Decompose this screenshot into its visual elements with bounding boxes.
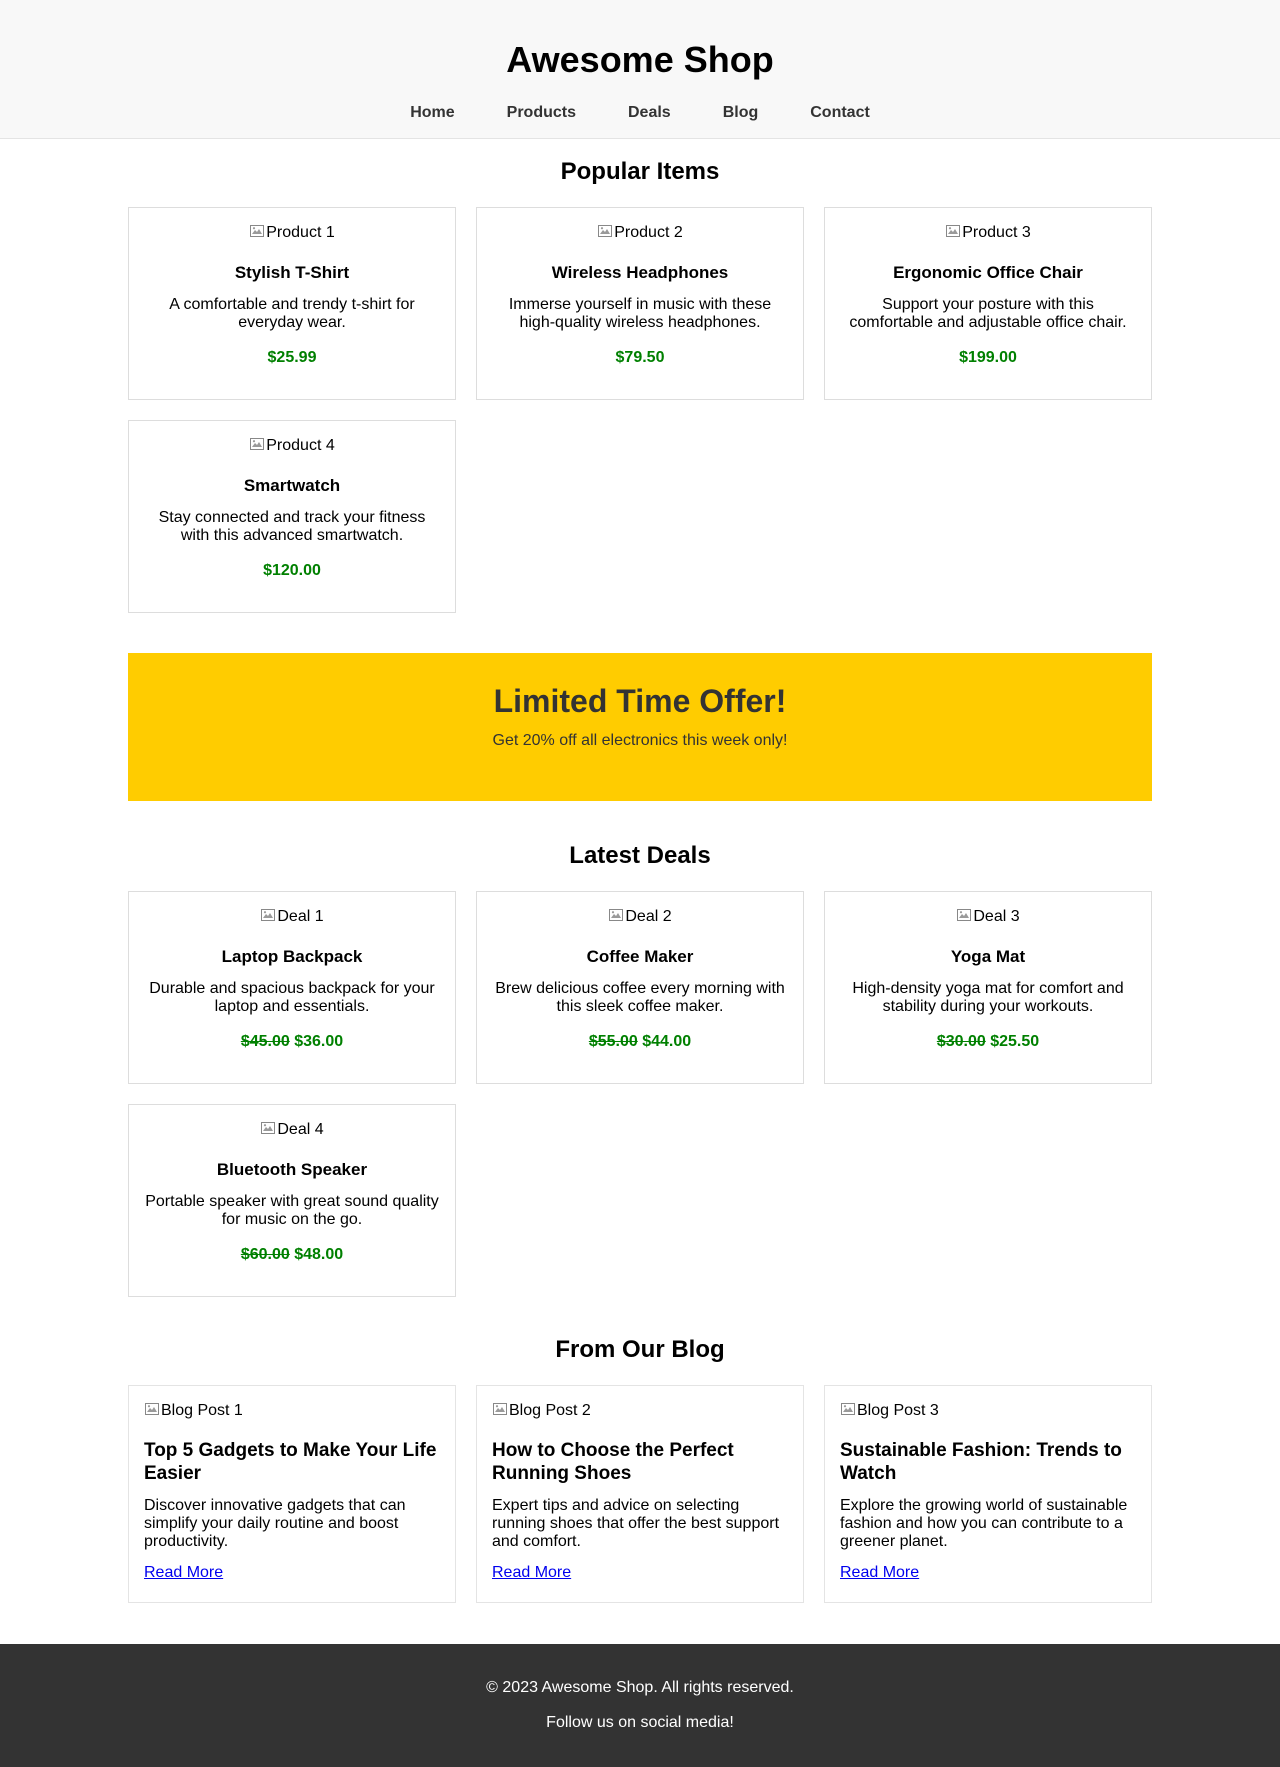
image-alt-text: Product 3 — [962, 224, 1031, 241]
deal-name: Yoga Mat — [950, 947, 1026, 966]
product-description: Support your posture with this comfortable and adjustable office chair. — [849, 296, 1127, 331]
deal-card[interactable] — [824, 891, 1152, 1084]
popular-items-section — [128, 158, 1152, 613]
image-alt-text: Deal 4 — [277, 1121, 324, 1138]
image-alt-text: Deal 1 — [277, 908, 324, 925]
deal-price — [492, 1032, 788, 1052]
product-image-placeholder — [144, 436, 440, 456]
deal-price — [144, 1032, 440, 1052]
product-image-placeholder — [840, 223, 1136, 243]
blog-post-title: How to Choose the Perfect Running Shoes — [492, 1440, 734, 1484]
blog-post-title: Sustainable Fashion: Trends to Watch — [840, 1440, 1122, 1484]
image-alt-text: Blog Post 2 — [509, 1402, 591, 1419]
deal-card[interactable] — [476, 891, 804, 1084]
broken-image-icon — [249, 224, 266, 241]
deal-name: Coffee Maker — [586, 947, 694, 966]
blog-card — [824, 1385, 1152, 1603]
broken-image-icon — [608, 908, 625, 925]
blog-image-placeholder — [840, 1401, 1136, 1420]
deal-card[interactable] — [128, 891, 456, 1084]
deal-name: Bluetooth Speaker — [216, 1160, 368, 1179]
blog-image-placeholder — [144, 1401, 440, 1420]
broken-image-icon — [945, 224, 962, 241]
deal-image-placeholder — [840, 907, 1136, 927]
deal-image-placeholder — [144, 907, 440, 927]
new-price: $36.00 — [294, 1033, 344, 1050]
old-price: $55.00 — [588, 1033, 638, 1050]
site-header — [0, 0, 1280, 139]
broken-image-icon — [144, 1402, 161, 1419]
blog-grid — [128, 1385, 1152, 1603]
image-alt-text: Product 4 — [266, 437, 335, 454]
read-more-link[interactable]: Read More — [492, 1564, 572, 1581]
broken-image-icon — [956, 908, 973, 925]
deal-price — [840, 1032, 1136, 1052]
image-alt-text: Product 2 — [614, 224, 683, 241]
main-nav — [0, 104, 1280, 122]
deals-grid — [128, 891, 1152, 1297]
image-alt-text: Deal 2 — [625, 908, 672, 925]
copyright-text: © 2023 Awesome Shop. All rights reserved. — [486, 1679, 794, 1696]
popular-items-heading: Popular Items — [560, 158, 720, 185]
product-card[interactable] — [476, 207, 804, 400]
product-price: $199.00 — [959, 349, 1017, 366]
product-name: Smartwatch — [243, 476, 341, 495]
deal-description: Durable and spacious backpack for your laptop and essentials. — [149, 980, 435, 1015]
nav-home[interactable]: Home — [410, 104, 455, 121]
blog-card — [476, 1385, 804, 1603]
product-price: $25.99 — [267, 349, 317, 366]
product-price: $79.50 — [615, 349, 665, 366]
product-price: $120.00 — [263, 562, 321, 579]
product-grid — [128, 207, 1152, 613]
social-text: Follow us on social media! — [546, 1714, 734, 1731]
nav-products[interactable]: Products — [506, 104, 576, 121]
blog-post-title: Top 5 Gadgets to Make Your Life Easier — [144, 1440, 437, 1484]
blog-post-excerpt: Explore the growing world of sustainable fashion and how you can contribute to a greener planet. — [840, 1497, 1128, 1550]
product-image-placeholder — [144, 223, 440, 243]
new-price: $25.50 — [990, 1033, 1040, 1050]
product-description: Stay connected and track your fitness with this advanced smartwatch. — [158, 509, 426, 544]
offer-text: Get 20% off all electronics this week only! — [492, 732, 788, 749]
product-card[interactable] — [128, 420, 456, 613]
deal-description: Brew delicious coffee every morning with this sleek coffee maker. — [495, 980, 785, 1015]
offer-title: Limited Time Offer! — [493, 683, 787, 719]
deal-card[interactable] — [128, 1104, 456, 1297]
product-name: Wireless Headphones — [551, 263, 729, 282]
deal-description: Portable speaker with great sound quality for music on the go. — [145, 1193, 439, 1228]
product-card[interactable] — [128, 207, 456, 400]
blog-card — [128, 1385, 456, 1603]
nav-deals[interactable]: Deals — [627, 104, 671, 121]
broken-image-icon — [492, 1402, 509, 1419]
site-footer — [0, 1644, 1280, 1767]
deal-image-placeholder — [144, 1120, 440, 1140]
old-price: $45.00 — [240, 1033, 290, 1050]
image-alt-text: Blog Post 3 — [857, 1402, 939, 1419]
latest-deals-heading: Latest Deals — [569, 842, 711, 869]
broken-image-icon — [840, 1402, 857, 1419]
old-price: $60.00 — [240, 1246, 290, 1263]
latest-deals-section — [128, 842, 1152, 1297]
blog-image-placeholder — [492, 1401, 788, 1420]
new-price: $44.00 — [642, 1033, 692, 1050]
new-price: $48.00 — [294, 1246, 344, 1263]
deal-description: High-density yoga mat for comfort and stability during your workouts. — [852, 980, 1124, 1015]
limited-offer-banner — [128, 653, 1152, 801]
deal-image-placeholder — [492, 907, 788, 927]
broken-image-icon — [597, 224, 614, 241]
broken-image-icon — [249, 437, 266, 454]
blog-section — [128, 1336, 1152, 1603]
deal-name: Laptop Backpack — [221, 947, 363, 966]
image-alt-text: Product 1 — [266, 224, 335, 241]
product-name: Ergonomic Office Chair — [893, 263, 1083, 282]
image-alt-text: Deal 3 — [973, 908, 1020, 925]
broken-image-icon — [260, 908, 277, 925]
image-alt-text: Blog Post 1 — [161, 1402, 243, 1419]
broken-image-icon — [260, 1121, 277, 1138]
site-title: Awesome Shop — [506, 39, 774, 80]
product-description: Immerse yourself in music with these high-quality wireless headphones. — [508, 296, 772, 331]
old-price: $30.00 — [936, 1033, 986, 1050]
product-card[interactable] — [824, 207, 1152, 400]
deal-price — [144, 1245, 440, 1265]
read-more-link[interactable]: Read More — [144, 1564, 224, 1581]
nav-contact[interactable]: Contact — [810, 104, 870, 121]
nav-blog[interactable]: Blog — [722, 104, 759, 121]
product-image-placeholder — [492, 223, 788, 243]
product-name: Stylish T-Shirt — [234, 263, 350, 282]
blog-post-excerpt: Discover innovative gadgets that can simplify your daily routine and boost productivity. — [144, 1497, 406, 1550]
blog-post-excerpt: Expert tips and advice on selecting running shoes that offer the best support and comfort. — [492, 1497, 780, 1550]
read-more-link[interactable]: Read More — [840, 1564, 920, 1581]
blog-heading: From Our Blog — [555, 1336, 725, 1363]
product-description: A comfortable and trendy t-shirt for everyday wear. — [169, 296, 415, 331]
main-content — [128, 158, 1152, 1603]
